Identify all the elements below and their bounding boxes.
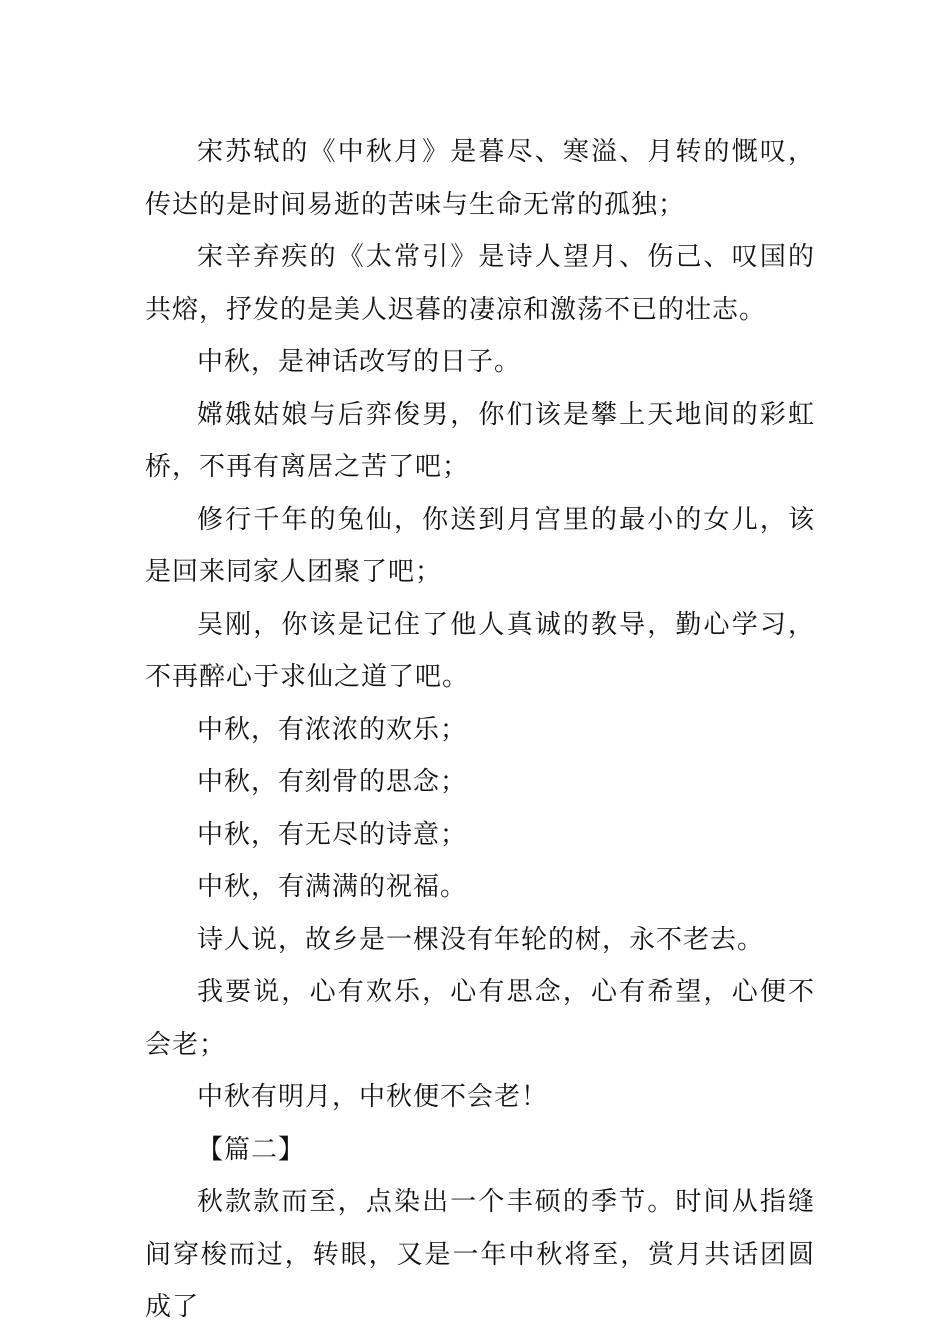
- paragraph: 诗人说，故乡是一棵没有年轮的树，永不老去。: [197, 924, 765, 955]
- paragraph: 中秋有明月，中秋便不会老！: [197, 1082, 549, 1112]
- paragraph: 中秋，有浓浓的欢乐；: [197, 714, 468, 745]
- section-heading: 【篇二】: [197, 1134, 306, 1165]
- paragraph: 秋款款而至，点染出一个丰硕的季节。时间从指缝间穿梭而过，转眼，又是一年中秋将至，赏月共话团圆成了: [145, 1187, 815, 1322]
- document-body: [145, 126, 815, 1334]
- paragraph: 我要说，心有欢乐，心有思念，心有希望，心便不会老；: [145, 977, 815, 1060]
- paragraph: 中秋，有无尽的诗意；: [197, 819, 468, 850]
- paragraph: 宋辛弃疾的《太常引》是诗人望月、伤己、叹国的共熔，抒发的是美人迟暮的凄凉和激荡不已的壮志。: [145, 242, 815, 325]
- paragraph: 吴刚，你该是记住了他人真诚的教导，勤心学习，不再醉心于求仙之道了吧。: [145, 609, 815, 692]
- paragraph: 宋苏轼的《中秋月》是暮尽、寒溢、月转的慨叹，传达的是时间易逝的苦味与生命无常的孤独；: [145, 137, 815, 220]
- paragraph: 中秋，是神话改写的日子。: [197, 347, 522, 377]
- paragraph: 修行千年的兔仙，你送到月宫里的最小的女儿，该是回来同家人团聚了吧；: [145, 504, 815, 587]
- paragraph: 中秋，有满满的祝福。: [197, 872, 468, 902]
- paragraph: 嫦娥姑娘与后弈俊男，你们该是攀上天地间的彩虹桥，不再有离居之苦了吧；: [145, 399, 815, 482]
- paragraph: 中秋，有刻骨的思念；: [197, 767, 468, 797]
